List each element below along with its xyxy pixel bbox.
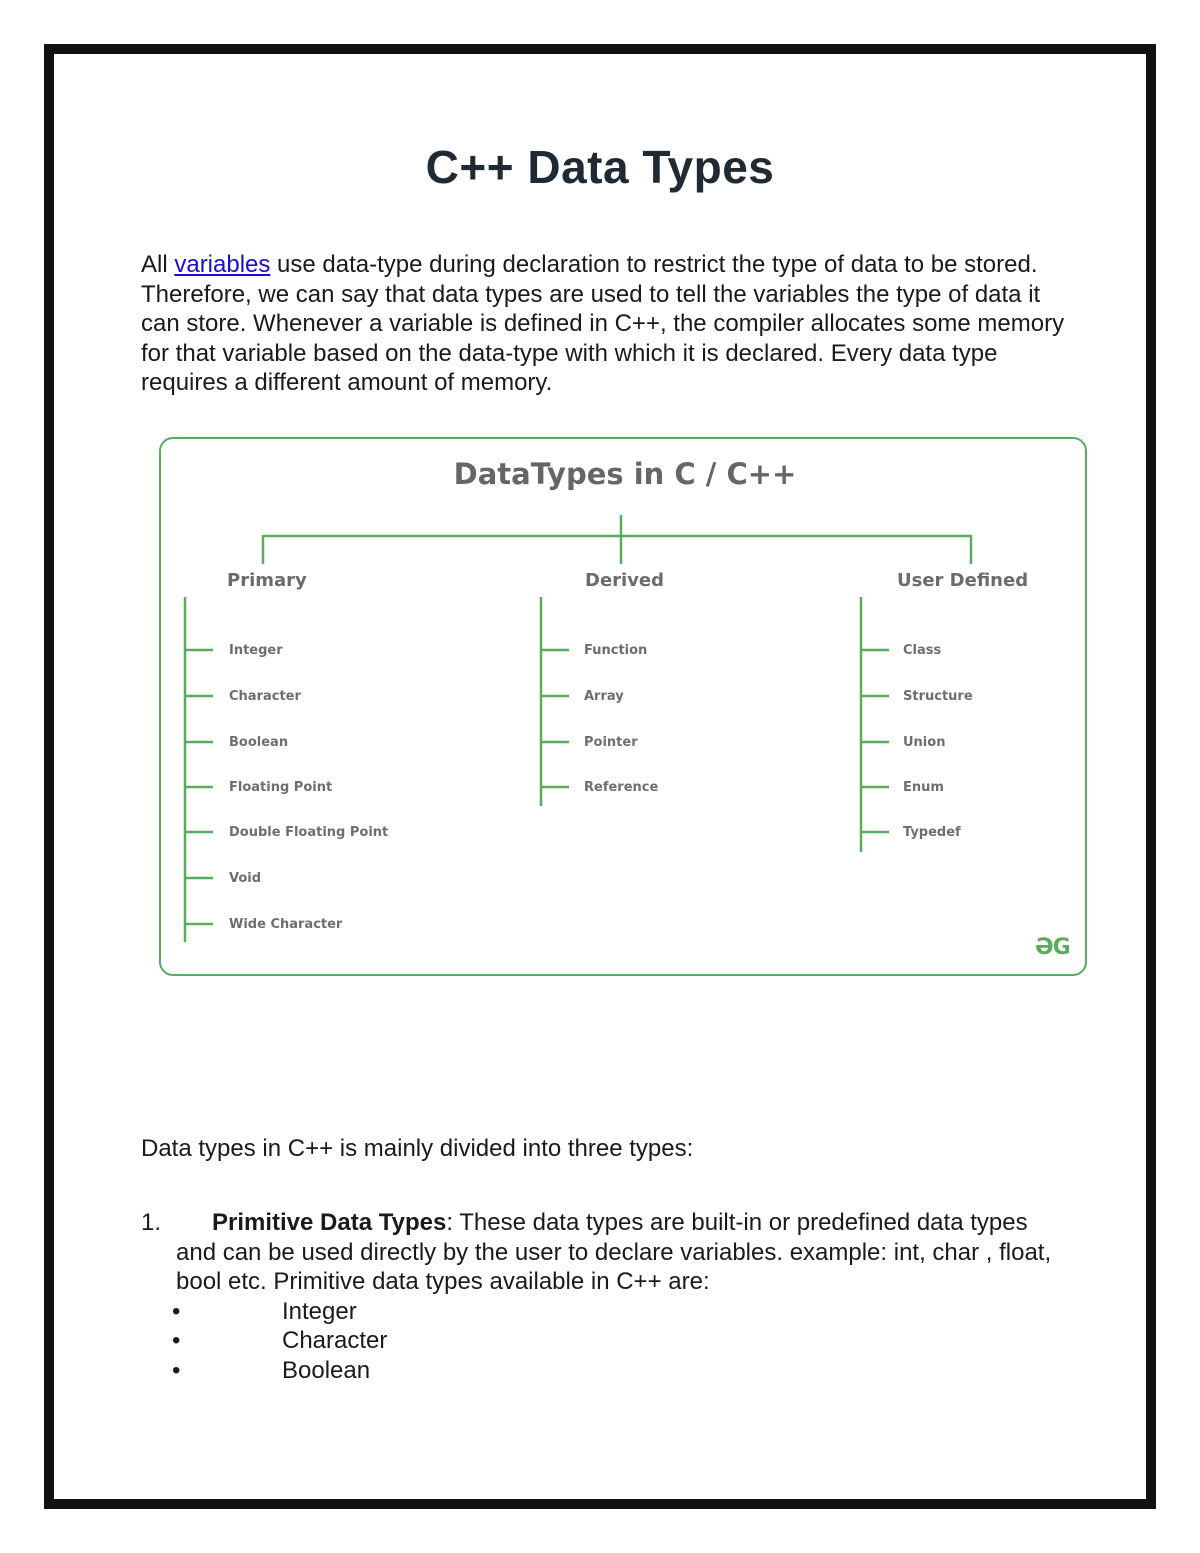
summary-text: Data types in C++ is mainly divided into three types:: [141, 1135, 694, 1162]
primary-item: Integer: [229, 643, 283, 658]
derived-item: Array: [584, 689, 624, 704]
primary-item: Floating Point: [229, 780, 333, 795]
variables-link[interactable]: variables: [174, 251, 271, 278]
user-defined-item: Enum: [903, 780, 944, 795]
primary-item: Double Floating Point: [229, 825, 389, 840]
bullet-label: Boolean: [282, 1356, 371, 1384]
ordered-list: [141, 1208, 1071, 1297]
list-number: 1.: [141, 1209, 162, 1236]
bullet-icon: •: [172, 1327, 181, 1355]
list-item-text: [141, 1208, 1071, 1297]
primary-item: Boolean: [229, 735, 289, 750]
primary-item: Wide Character: [229, 917, 343, 932]
intro-paragraph: [141, 250, 1071, 398]
list-term: Primitive Data Types: [212, 1209, 447, 1236]
category-primary: Primary: [227, 570, 307, 591]
derived-item: Reference: [584, 780, 659, 795]
data-types-diagram: [159, 437, 1087, 976]
user-defined-item: Typedef: [903, 825, 961, 840]
derived-item: Function: [584, 643, 648, 658]
primary-item: Void: [229, 871, 262, 886]
user-defined-item: Structure: [903, 689, 973, 704]
category-user-defined: User Defined: [897, 570, 1029, 591]
bullet-icon: •: [172, 1356, 181, 1384]
page-title: C++ Data Types: [425, 141, 775, 193]
intro-prefix: All: [141, 251, 175, 278]
bullet-label: Integer: [282, 1298, 357, 1325]
geeksforgeeks-logo: ƏG: [1035, 935, 1070, 960]
user-defined-item: Class: [903, 643, 942, 658]
primary-item: Character: [229, 689, 301, 704]
bullet-label: Character: [282, 1327, 388, 1355]
derived-item: Pointer: [584, 735, 638, 750]
category-derived: Derived: [585, 570, 665, 591]
user-defined-item: Union: [903, 735, 946, 750]
bullet-icon: •: [172, 1298, 181, 1325]
diagram-connectors: [159, 437, 1087, 976]
intro-body: use data-type during declaration to restrict the type of data to be stored. Therefore, we can say that data types are used to tell the variables the type of data it can store. Whenever a variable is defined in C++, the compiler allocates some memory for that variable based on the data-type with which it is declared. Every data type requires a different amount of memory.: [141, 251, 1065, 397]
list-description: : These data types are built-in or predefined data types and can be used directly by the user to declare variables. example: int, char , float, bool etc. Primitive data types available in C++ are:: [176, 1209, 1052, 1296]
diagram-title: DataTypes in C / C++: [453, 457, 797, 491]
